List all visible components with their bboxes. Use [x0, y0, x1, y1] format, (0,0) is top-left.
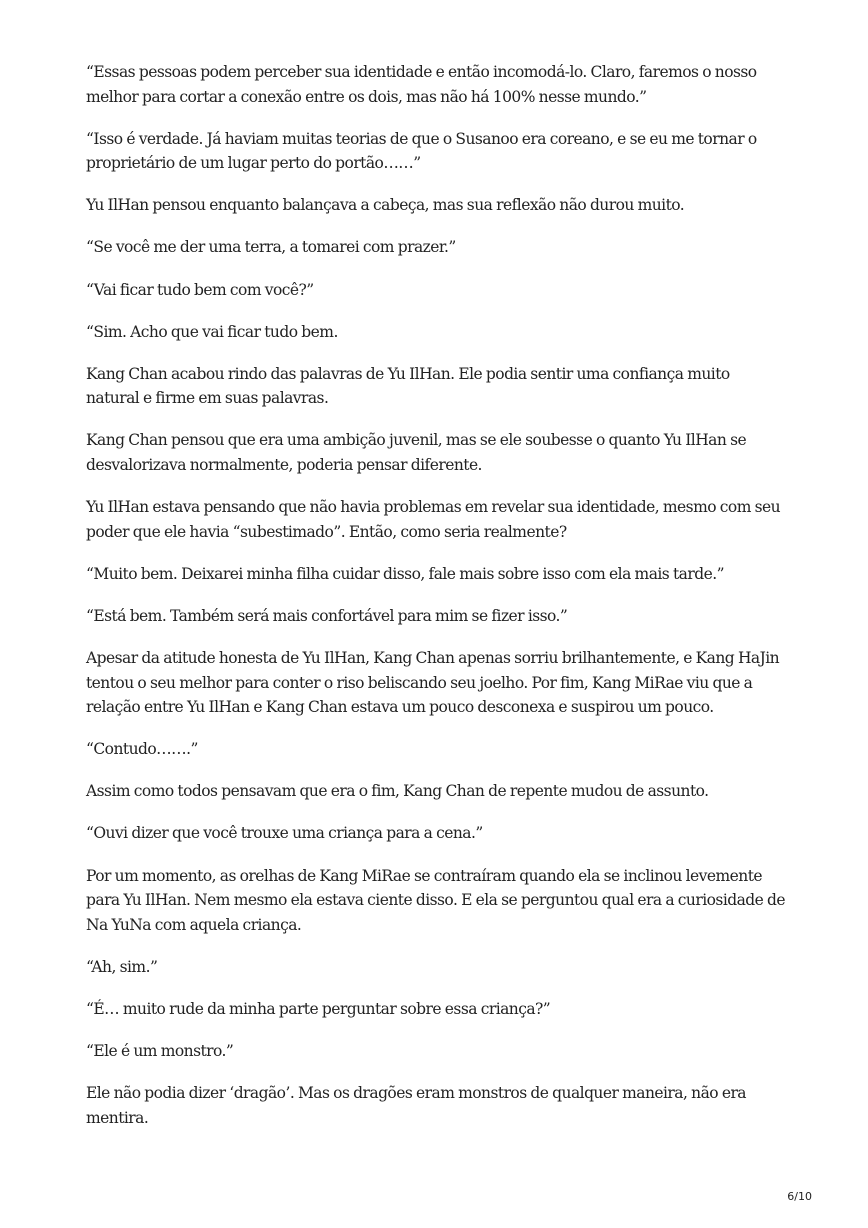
paragraph: “Essas pessoas podem perceber sua identidade e então incomodá-lo. Claro, faremos o nosso melhor para cortar a conexão entre os dois, mas não há 100% nesse mundo.”: [86, 63, 757, 106]
paragraph: Yu IlHan estava pensando que não havia problemas em revelar sua identidade, mesmo com seu poder que ele havia “subestimado”. Então, como seria realmente?: [86, 498, 781, 541]
paragraph: “Ah, sim.”: [86, 957, 158, 976]
paragraph: Ele não podia dizer ‘dragão’. Mas os dragões eram monstros de qualquer maneira, não era mentira.: [86, 1084, 746, 1127]
paragraph: Assim como todos pensavam que era o fim, Kang Chan de repente mudou de assunto.: [86, 782, 709, 801]
paragraph: “Sim. Acho que vai ficar tudo bem.: [86, 322, 338, 341]
paragraph: “Isso é verdade. Já haviam muitas teorias de que o Susanoo era coreano, e se eu me tornar o proprietário de um lugar perto do portão……”: [86, 129, 757, 173]
page-number: 6/10: [787, 1190, 812, 1203]
paragraph: “Vai ficar tudo bem com você?”: [86, 280, 314, 299]
paragraph: Kang Chan acabou rindo das palavras de Yu IlHan. Ele podia sentir uma confiança muito natural e firme em suas palavras.: [86, 364, 730, 408]
paragraph: Apesar da atitude honesta de Yu IlHan, Kang Chan apenas sorriu brilhantemente, e Kang HaJin tentou o seu melhor para conter o riso beliscando seu joelho. Por fim, Kang MiRae viu que a relação entre Yu IlHan e Kang Chan estava um pouco desconexa e suspirou um pouco.: [86, 649, 780, 717]
document-body: [86, 60, 786, 1148]
paragraph: “Contudo…….”: [86, 740, 198, 759]
paragraph: “Muito bem. Deixarei minha filha cuidar disso, fale mais sobre isso com ela mais tarde.”: [86, 564, 724, 583]
paragraph: Yu IlHan pensou enquanto balançava a cabeça, mas sua reflexão não durou muito.: [86, 196, 685, 215]
paragraph: “Ouvi dizer que você trouxe uma criança para a cena.”: [86, 824, 483, 843]
paragraph: “Se você me der uma terra, a tomarei com prazer.”: [86, 238, 456, 257]
paragraph: “Está bem. Também será mais confortável para mim se fizer isso.”: [86, 606, 568, 625]
paragraph: “É… muito rude da minha parte perguntar sobre essa criança?”: [86, 999, 551, 1018]
paragraph: “Ele é um monstro.”: [86, 1042, 234, 1061]
paragraph: Kang Chan pensou que era uma ambição juvenil, mas se ele soubesse o quanto Yu IlHan se desvalorizava normalmente, poderia pensar diferente.: [86, 431, 747, 475]
paragraph: Por um momento, as orelhas de Kang MiRae se contraíram quando ela se inclinou levemente para Yu IlHan. Nem mesmo ela estava ciente disso. E ela se perguntou qual era a curiosidade de Na YuNa com aquela criança.: [86, 866, 786, 934]
